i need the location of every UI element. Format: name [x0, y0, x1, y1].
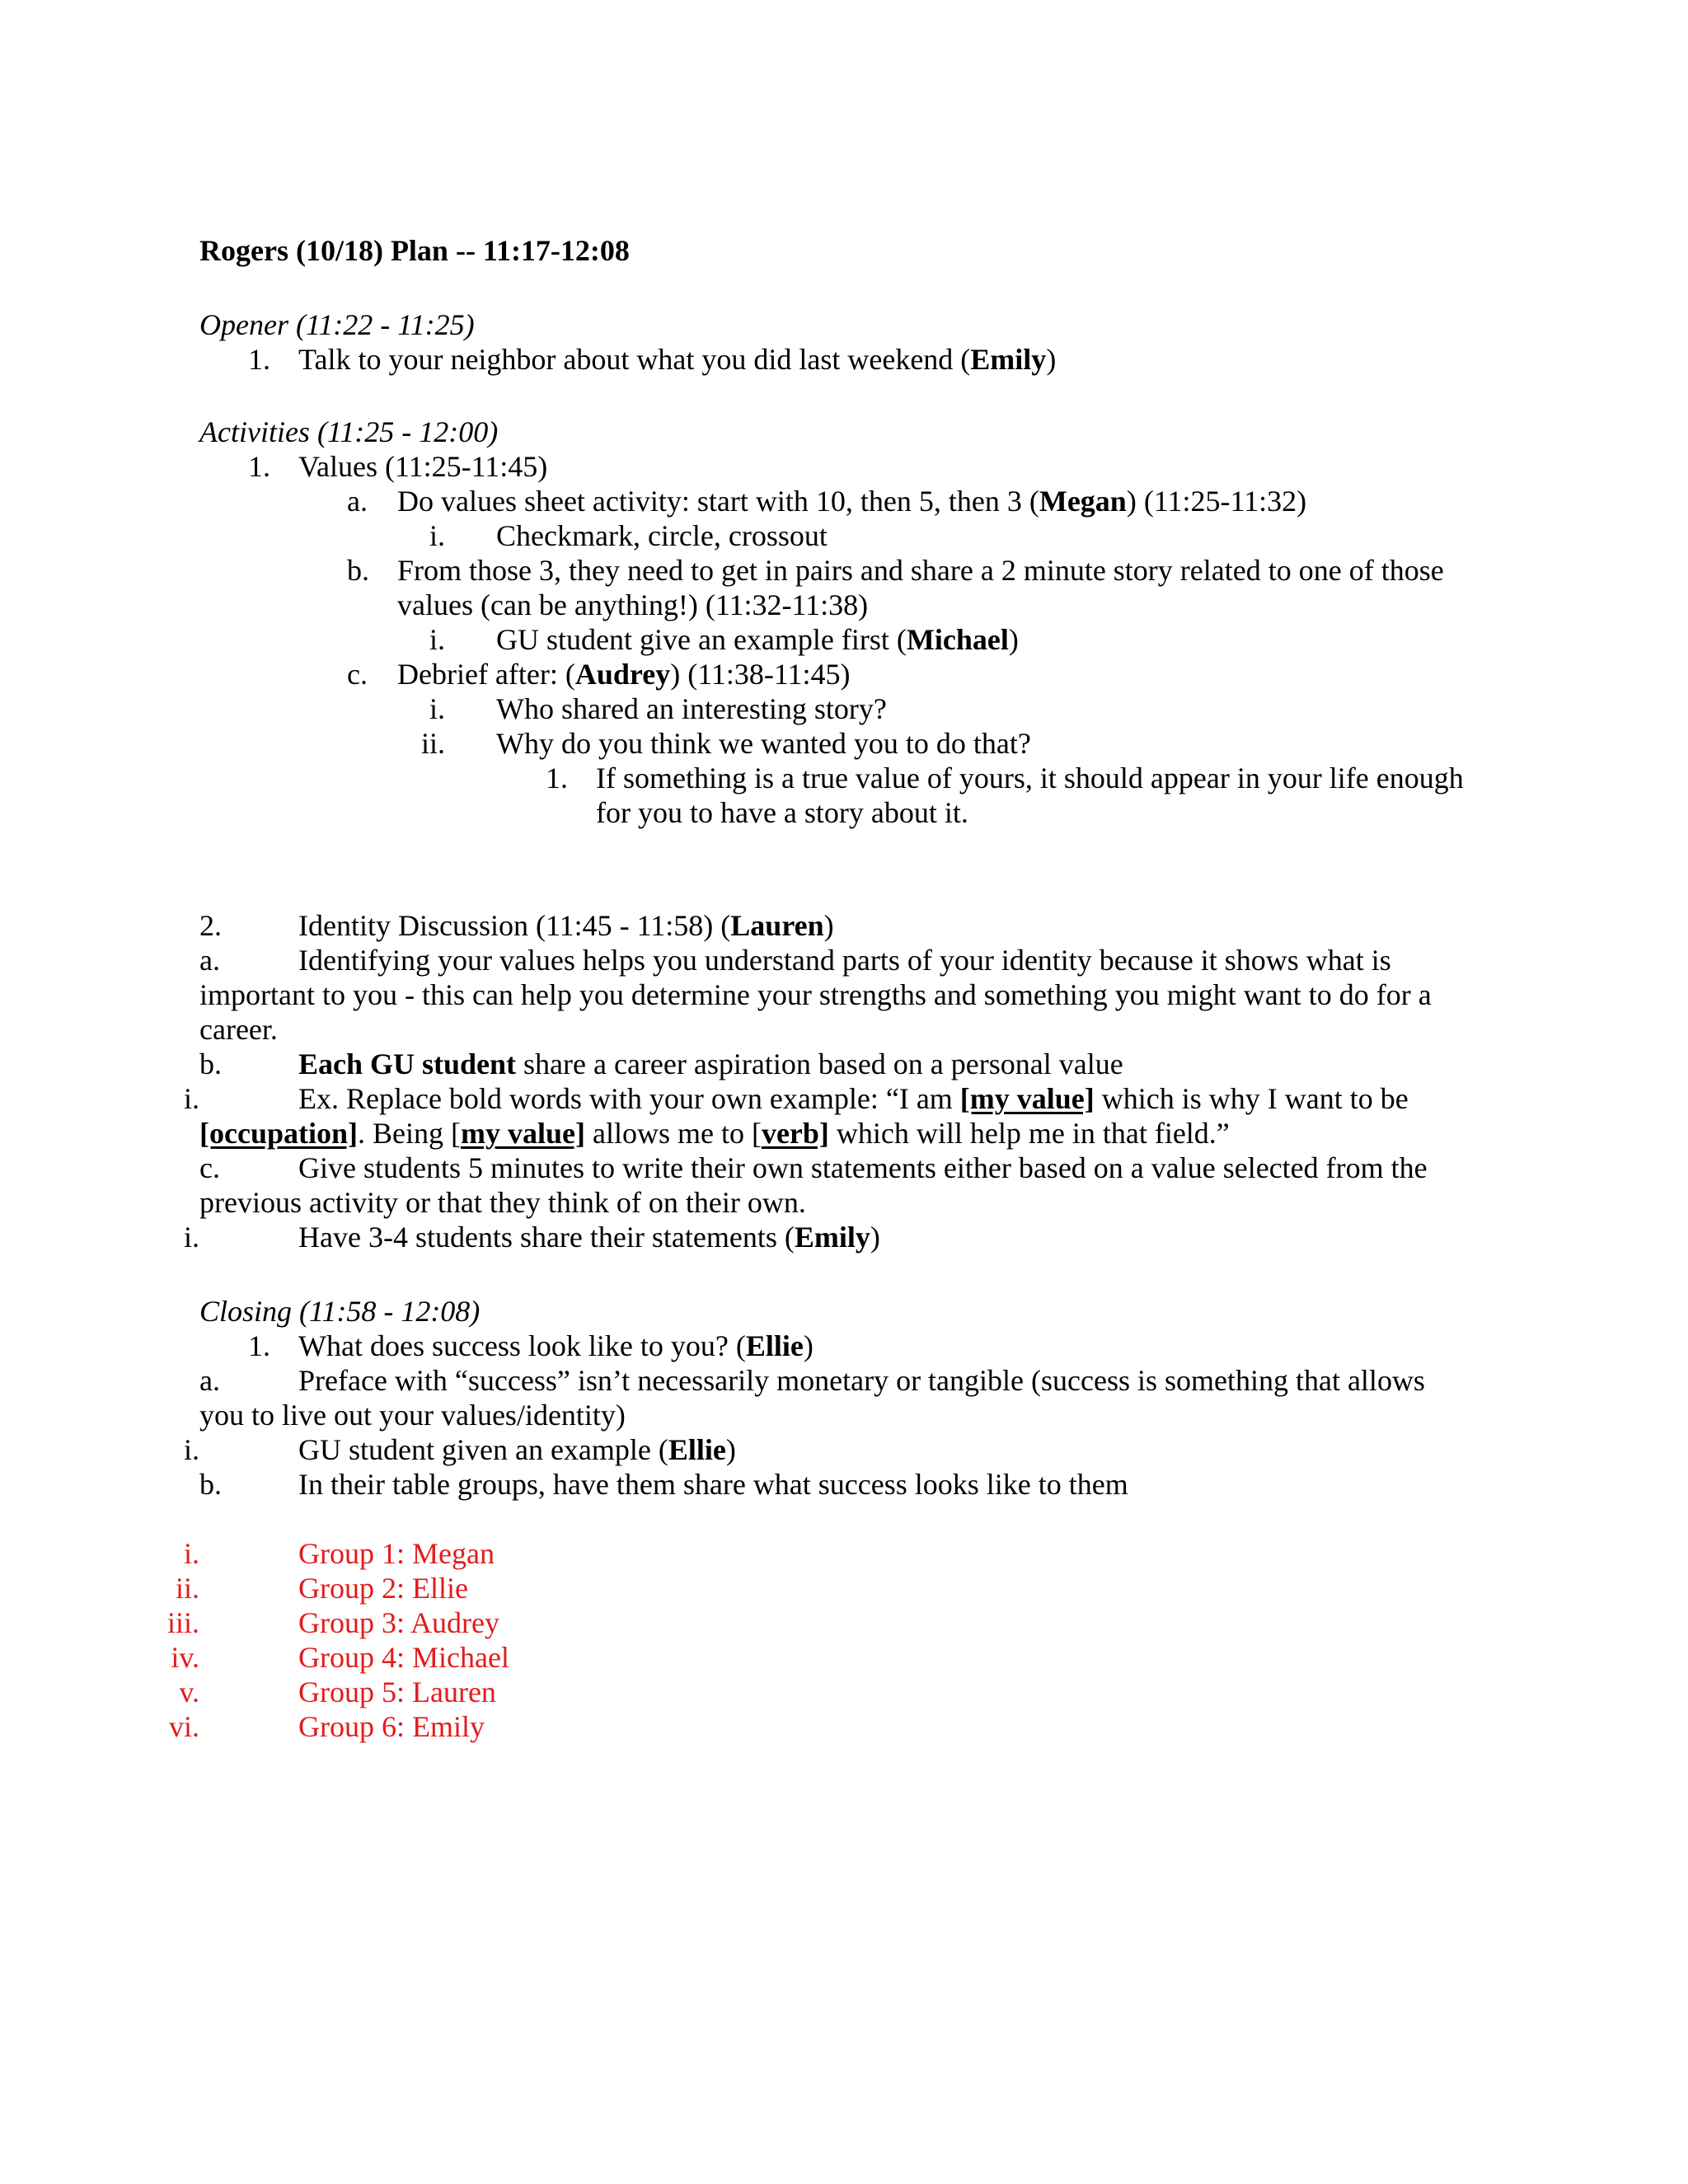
list-letter: a. [199, 1364, 220, 1397]
closing-a-i: GU student given an example (Ellie) [298, 1433, 736, 1466]
identity-b: Each GU student share a career aspiration based on a personal value [298, 1047, 1123, 1080]
closing-a-line2: you to live out your values/identity) [199, 1399, 626, 1432]
list-roman: i. [429, 623, 446, 656]
group-item: Group 3: Audrey [298, 1606, 499, 1639]
list-letter: c. [347, 658, 368, 691]
group-number: iv. [171, 1641, 199, 1674]
group-number: ii. [175, 1572, 199, 1605]
group-item: Group 4: Michael [298, 1641, 509, 1674]
list-number: 1. [546, 762, 568, 794]
group-number: vi. [168, 1710, 199, 1743]
group-number: v. [179, 1675, 199, 1708]
list-number: 1. [248, 450, 270, 483]
values-sub-b-line2: values (can be anything!) (11:32-11:38) [397, 588, 869, 621]
values-sub-c: Debrief after: (Audrey) (11:38-11:45) [397, 658, 851, 691]
values-sub-a: Do values sheet activity: start with 10, then 5, then 3 (Megan) (11:25-11:32) [397, 485, 1307, 518]
identity-c-line1: Give students 5 minutes to write their own statements either based on a value selected from the [298, 1151, 1428, 1184]
list-letter: b. [199, 1468, 222, 1501]
opener-heading: Opener (11:22 - 11:25) [199, 308, 475, 341]
list-letter: a. [199, 944, 220, 977]
group-item: Group 1: Megan [298, 1537, 495, 1570]
values-sub-b-line1: From those 3, they need to get in pairs and share a 2 minute story related to one of those [397, 554, 1444, 587]
closing-heading: Closing (11:58 - 12:08) [199, 1295, 481, 1328]
list-roman: i. [429, 692, 446, 725]
identity-b-i-line2: [occupation]. Being [my value] allows me to [verb] which will help me in that field.” [199, 1117, 1230, 1150]
closing-a-line1: Preface with “success” isn’t necessarily monetary or tangible (success is something that allows [298, 1364, 1425, 1397]
identity-c-line2: previous activity or that they think of on their own. [199, 1186, 806, 1219]
list-letter: b. [347, 554, 369, 587]
group-item: Group 2: Ellie [298, 1572, 468, 1605]
group-number: iii. [166, 1606, 199, 1639]
list-letter: c. [199, 1151, 220, 1184]
list-roman: i. [184, 1082, 200, 1115]
opener-item: Talk to your neighbor about what you did last weekend (Emily) [298, 343, 1057, 376]
group-item: Group 5: Lauren [298, 1675, 496, 1708]
identity-b-i-line1: Ex. Replace bold words with your own example: “I am [my value] which is why I want to be [298, 1082, 1409, 1115]
values-sub-c-ii: Why do you think we wanted you to do that? [496, 727, 1031, 760]
values-sub-c-ii-1-line1: If something is a true value of yours, it should appear in your life enough [596, 762, 1464, 794]
list-number: 1. [248, 343, 270, 376]
values-sub-c-ii-1-line2: for you to have a story about it. [596, 796, 968, 829]
identity-a-line1: Identifying your values helps you understand parts of your identity because it shows what is [298, 944, 1391, 977]
values-sub-a-i: Checkmark, circle, crossout [496, 519, 828, 552]
identity-a-line3: career. [199, 1013, 278, 1046]
identity-item: Identity Discussion (11:45 - 11:58) (Lauren) [298, 909, 834, 942]
group-item: Group 6: Emily [298, 1710, 485, 1743]
list-roman: i. [184, 1433, 200, 1466]
list-roman: i. [184, 1221, 200, 1254]
closing-b: In their table groups, have them share what success looks like to them [298, 1468, 1128, 1501]
identity-a-line2: important to you - this can help you determine your strengths and something you might want to do for a [199, 978, 1432, 1011]
list-number: 1. [248, 1329, 270, 1362]
activities-heading: Activities (11:25 - 12:00) [199, 415, 499, 448]
list-letter: a. [347, 485, 368, 518]
closing-item: What does success look like to you? (Ellie) [298, 1329, 814, 1362]
values-sub-b-i: GU student give an example first (Michael) [496, 623, 1019, 656]
list-roman: ii. [421, 727, 446, 760]
list-letter: b. [199, 1047, 222, 1080]
list-roman: i. [429, 519, 446, 552]
identity-c-i: Have 3-4 students share their statements (Emily) [298, 1221, 880, 1254]
list-number: 2. [199, 909, 222, 942]
values-sub-c-i: Who shared an interesting story? [496, 692, 887, 725]
page-title: Rogers (10/18) Plan -- 11:17-12:08 [199, 234, 630, 267]
values-item: Values (11:25-11:45) [298, 450, 548, 483]
group-number: i. [183, 1537, 199, 1570]
